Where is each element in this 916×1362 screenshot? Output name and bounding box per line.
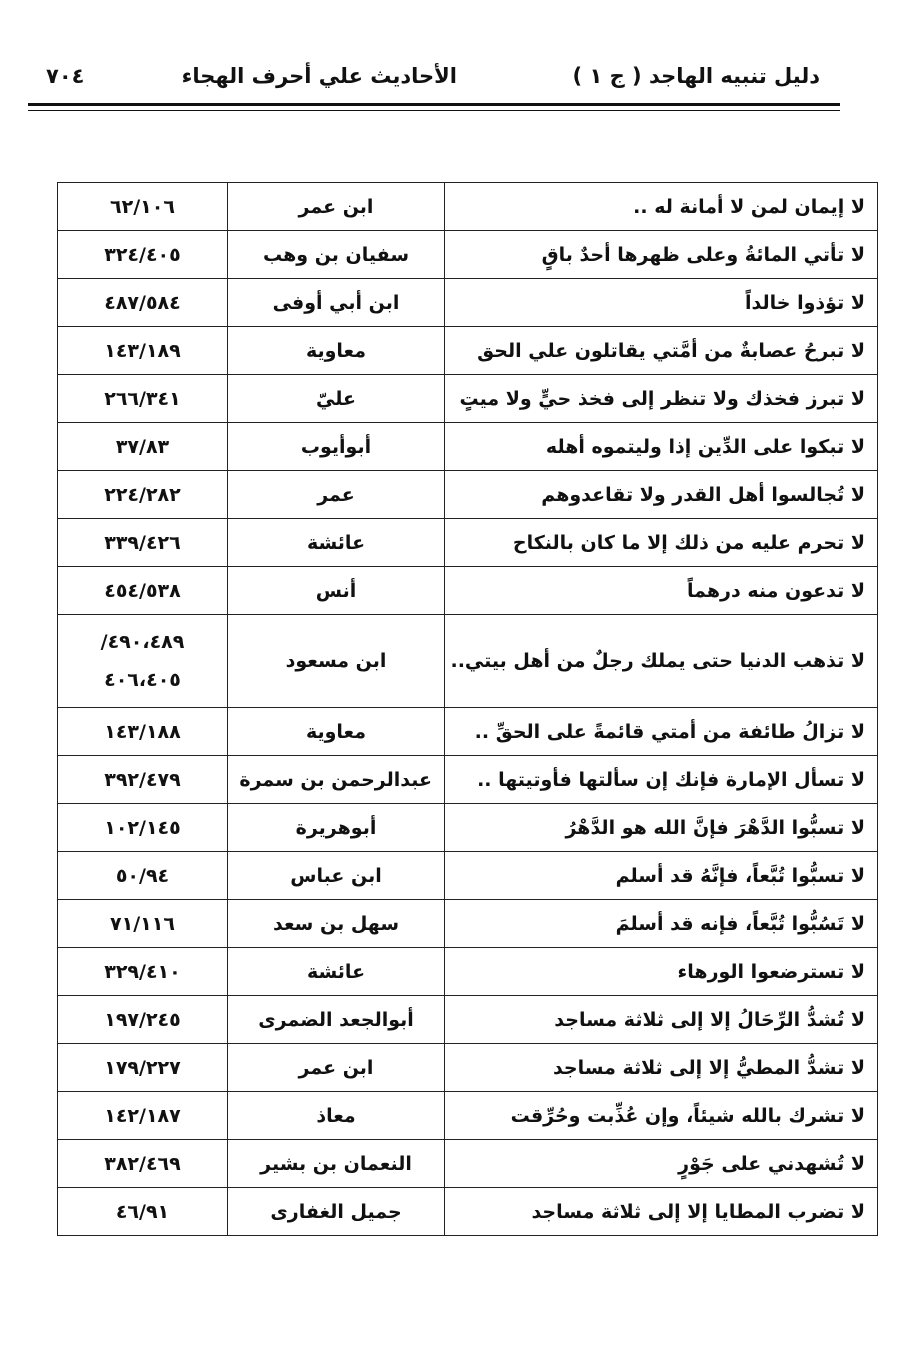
table-row xyxy=(58,231,878,279)
header-rule-thin xyxy=(28,110,840,111)
narrator: جميل الغفارى xyxy=(228,1188,445,1236)
reference-number: ٣٣٩/٤٢٦ xyxy=(58,519,228,567)
table-row xyxy=(58,1044,878,1092)
hadith-text: لا تسبُّوا تُبَّعاً، فإنَّهُ قد أسلم xyxy=(445,852,878,900)
hadith-text: لا تُجالسوا أهل القدر ولا تقاعدوهم xyxy=(445,471,878,519)
narrator: معاوية xyxy=(228,327,445,375)
reference-number: ١٤٢/١٨٧ xyxy=(58,1092,228,1140)
reference-number: ٤٦/٩١ xyxy=(58,1188,228,1236)
header-rule-thick xyxy=(28,103,840,106)
narrator: النعمان بن بشير xyxy=(228,1140,445,1188)
narrator: أبوأيوب xyxy=(228,423,445,471)
reference-number: ٧١/١١٦ xyxy=(58,900,228,948)
hadith-text: لا تحرم عليه من ذلك إلا ما كان بالنكاح xyxy=(445,519,878,567)
hadith-text: لا تسبُّوا الدَّهْرَ فإنَّ الله هو الدَّهْرُ xyxy=(445,804,878,852)
reference-number: ٥٠/٩٤ xyxy=(58,852,228,900)
page-number: ٧٠٤ xyxy=(46,64,85,88)
table-row xyxy=(58,1140,878,1188)
reference-number: ١٠٢/١٤٥ xyxy=(58,804,228,852)
table-row xyxy=(58,948,878,996)
table-row xyxy=(58,471,878,519)
narrator: ابن عمر xyxy=(228,183,445,231)
hadith-text: لا تَسُبُّوا تُبَّعاً، فإنه قد أسلمَ xyxy=(445,900,878,948)
hadith-text: لا تسترضعوا الورهاء xyxy=(445,948,878,996)
narrator: أبوالجعد الضمرى xyxy=(228,996,445,1044)
reference-number: ١٧٩/٢٢٧ xyxy=(58,1044,228,1092)
narrator: ابن عباس xyxy=(228,852,445,900)
table-row xyxy=(58,852,878,900)
narrator: معاوية xyxy=(228,708,445,756)
hadith-text: لا تبرحُ عصابةٌ من أمَّتي يقاتلون علي الحق xyxy=(445,327,878,375)
narrator: سهل بن سعد xyxy=(228,900,445,948)
reference-number: ٣٩٢/٤٧٩ xyxy=(58,756,228,804)
reference-number xyxy=(58,615,228,708)
table-row xyxy=(58,708,878,756)
hadith-text: لا تضرب المطايا إلا إلى ثلاثة مساجد xyxy=(445,1188,878,1236)
table-row xyxy=(58,900,878,948)
narrator: ابن عمر xyxy=(228,1044,445,1092)
table-row xyxy=(58,1092,878,1140)
hadith-text: لا تدعون منه درهماً xyxy=(445,567,878,615)
hadith-text: لا تأتي المائةُ وعلى ظهرها أحدٌ باقٍ xyxy=(445,231,878,279)
reference-number: ١٩٧/٢٤٥ xyxy=(58,996,228,1044)
narrator: ابن مسعود xyxy=(228,615,445,708)
table-row xyxy=(58,375,878,423)
table-row xyxy=(58,423,878,471)
narrator: سفيان بن وهب xyxy=(228,231,445,279)
hadith-text: لا تشدُّ المطيُّ إلا إلى ثلاثة مساجد xyxy=(445,1044,878,1092)
reference-number: ٤٨٧/٥٨٤ xyxy=(58,279,228,327)
hadith-text: لا تؤذوا خالداً xyxy=(445,279,878,327)
hadith-text: لا إيمان لمن لا أمانة له .. xyxy=(445,183,878,231)
reference-number: ٣٧/٨٣ xyxy=(58,423,228,471)
narrator: أنس xyxy=(228,567,445,615)
hadith-text: لا تبكوا على الدِّين إذا وليتموه أهله xyxy=(445,423,878,471)
reference-number: ٣٢٤/٤٠٥ xyxy=(58,231,228,279)
hadith-text: لا تبرز فخذك ولا تنظر إلى فخذ حيٍّ ولا ميتٍ xyxy=(445,375,878,423)
table-row xyxy=(58,327,878,375)
book-title: دليل تنبيه الهاجد ( ج ١ ) xyxy=(572,64,820,88)
narrator: عليّ xyxy=(228,375,445,423)
reference-number: ٣٨٢/٤٦٩ xyxy=(58,1140,228,1188)
hadith-text: لا تشرك بالله شيئاً، وإن عُذِّبت وحُرِّقت xyxy=(445,1092,878,1140)
hadith-text: لا تسأل الإمارة فإنك إن سألتها فأوتيتها .. xyxy=(445,756,878,804)
table-row xyxy=(58,996,878,1044)
table-row xyxy=(58,615,878,708)
reference-number: ٣٢٩/٤١٠ xyxy=(58,948,228,996)
reference-number: ٤٥٤/٥٣٨ xyxy=(58,567,228,615)
narrator: ابن أبي أوفى xyxy=(228,279,445,327)
reference-number: ١٤٣/١٨٩ xyxy=(58,327,228,375)
hadith-text: لا تُشدُّ الرِّحَالُ إلا إلى ثلاثة مساجد xyxy=(445,996,878,1044)
table-row xyxy=(58,183,878,231)
reference-number: ٢٦٦/٣٤١ xyxy=(58,375,228,423)
reference-number: ٢٢٤/٢٨٢ xyxy=(58,471,228,519)
section-title: الأحاديث علي أحرف الهجاء xyxy=(181,64,457,88)
hadith-table xyxy=(57,182,878,1236)
hadith-text: لا تُشهدني على جَوْرٍ xyxy=(445,1140,878,1188)
hadith-table-body xyxy=(58,183,878,1236)
reference-line: ٤٩٠،٤٨٩/ xyxy=(100,631,185,653)
narrator: عائشة xyxy=(228,519,445,567)
reference-number: ١٤٣/١٨٨ xyxy=(58,708,228,756)
reference-number: ٦٢/١٠٦ xyxy=(58,183,228,231)
table-row xyxy=(58,756,878,804)
table-row xyxy=(58,1188,878,1236)
table-row xyxy=(58,567,878,615)
table-row xyxy=(58,519,878,567)
hadith-text: لا تذهب الدنيا حتى يملك رجلٌ من أهل بيتي.. xyxy=(445,615,878,708)
table-row xyxy=(58,804,878,852)
narrator: معاذ xyxy=(228,1092,445,1140)
narrator: أبوهريرة xyxy=(228,804,445,852)
narrator: عائشة xyxy=(228,948,445,996)
reference-line: ٤٠٦،٤٠٥ xyxy=(104,669,181,691)
hadith-text: لا تزالُ طائفة من أمتي قائمةً على الحقِّ .. xyxy=(445,708,878,756)
narrator: عمر xyxy=(228,471,445,519)
table-row xyxy=(58,279,878,327)
narrator: عبدالرحمن بن سمرة xyxy=(228,756,445,804)
page-header xyxy=(28,60,840,100)
